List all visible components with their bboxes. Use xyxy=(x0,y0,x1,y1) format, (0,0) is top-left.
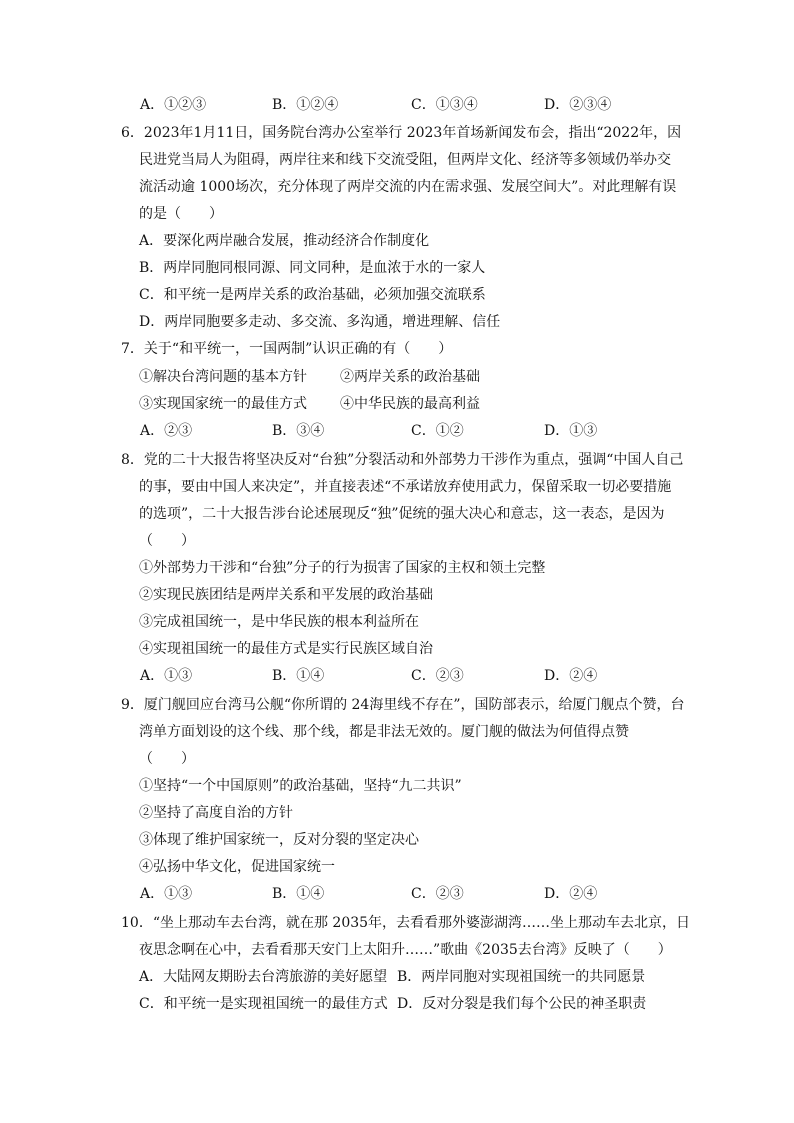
q8-option-c: C．②③ xyxy=(411,668,464,684)
q10-option-d: D．反对分裂是我们每个公民的神圣职责 xyxy=(397,996,647,1012)
q10-options-row-1 xyxy=(0,967,794,987)
q6-option-c: C．和平统一是两岸关系的政治基础，必须加强交流联系 xyxy=(139,287,486,303)
q9-options xyxy=(0,884,794,904)
q7-item-2: ②两岸关系的政治基础 xyxy=(340,369,480,385)
q6-option-d: D．两岸同胞要多走动、多交流、多沟通，增进理解、信任 xyxy=(139,314,501,330)
q10-option-a: A．大陆网友期盼去台湾旅游的美好愿望 xyxy=(139,969,388,985)
q8-stem-line-4: （ ） xyxy=(139,533,195,549)
q7-options xyxy=(0,421,794,441)
q9-stem-line-3: （ ） xyxy=(139,751,195,767)
q9-option-c: C．②③ xyxy=(411,886,464,902)
q10-option-b: B．两岸同胞对实现祖国统一的共同愿景 xyxy=(397,969,646,985)
q5-option-c: C．①③④ xyxy=(411,97,478,113)
q8-stem-line-1: 8．党的二十大报告将坚决反对“台独”分裂活动和外部势力干涉作为重点，强调“中国人自己 xyxy=(121,452,684,468)
q5-option-d: D．②③④ xyxy=(544,97,612,113)
q6-stem-line-2: 民进党当局人为阻碍，两岸往来和线下交流受阻，但两岸文化、经济等多领域仍举办交 xyxy=(139,152,671,168)
q8-item-4: ④实现祖国统一的最佳方式是实行民族区域自治 xyxy=(139,641,433,657)
q9-option-a: A．①③ xyxy=(140,886,193,902)
q9-item-3: ③体现了维护国家统一，反对分裂的坚定决心 xyxy=(139,832,419,848)
q5-option-a: A．①②③ xyxy=(140,97,207,113)
q5-option-b: B．①②④ xyxy=(272,97,339,113)
q7-option-a: A．②③ xyxy=(140,423,193,439)
q7-item-4: ④中华民族的最高利益 xyxy=(340,396,480,412)
q9-item-2: ②坚持了高度自治的方针 xyxy=(139,805,293,821)
q6-option-b: B．两岸同胞同根同源、同文同种，是血浓于水的一家人 xyxy=(139,260,486,276)
q9-item-1: ①坚持“一个中国原则”的政治基础，坚持“九二共识” xyxy=(139,778,462,794)
q9-option-b: B．①④ xyxy=(272,886,325,902)
q7-option-c: C．①② xyxy=(411,423,464,439)
q9-stem-line-2: 湾单方面划设的这个线、那个线，都是非法无效的。厦门舰的做法为何值得点赞 xyxy=(139,724,629,740)
q7-items-row-1 xyxy=(0,367,794,387)
q6-option-a: A．要深化两岸融合发展，推动经济合作制度化 xyxy=(139,233,430,249)
q10-stem-line-2: 夜思念啊在心中，去看看那天安门上太阳升……”歌曲《2035去台湾》反映了（ ） xyxy=(139,942,672,958)
q8-option-a: A．①③ xyxy=(140,668,193,684)
q8-item-3: ③完成祖国统一，是中华民族的根本利益所在 xyxy=(139,614,419,630)
q8-option-d: D．②④ xyxy=(544,668,598,684)
q7-option-b: B．③④ xyxy=(272,423,325,439)
q6-stem-line-3: 流活动逾 1000场次，充分体现了两岸交流的内在需求强、发展空间大”。对此理解有误 xyxy=(139,179,677,195)
q8-option-b: B．①④ xyxy=(272,668,325,684)
q9-item-4: ④弘扬中华文化，促进国家统一 xyxy=(139,859,335,875)
q10-options-row-2 xyxy=(0,994,794,1014)
q7-option-d: D．①③ xyxy=(544,423,598,439)
q6-stem-line-1: 6．2023年1月11日，国务院台湾办公室举行 2023年首场新闻发布会，指出“2022年，因 xyxy=(121,125,682,141)
q8-options xyxy=(0,666,794,686)
q8-item-1: ①外部势力干涉和“台独”分子的行为损害了国家的主权和领土完整 xyxy=(139,560,546,576)
q7-items-row-2 xyxy=(0,394,794,414)
q8-stem-line-2: 的事，要由中国人来决定”，并直接表述“不承诺放弃使用武力，保留采取一切必要措施 xyxy=(139,479,672,495)
q7-stem: 7．关于“和平统一，一国两制”认识正确的有（ ） xyxy=(121,341,453,357)
q6-stem-line-4: 的是（ ） xyxy=(139,206,223,222)
q7-item-3: ③实现国家统一的最佳方式 xyxy=(139,396,307,412)
q10-option-c: C．和平统一是实现祖国统一的最佳方式 xyxy=(139,996,388,1012)
q5-options xyxy=(0,95,794,115)
q7-item-1: ①解决台湾问题的基本方针 xyxy=(139,369,307,385)
q8-stem-line-3: 的选项”，二十大报告涉台论述展现反“独”促统的强大决心和意志，这一表态，是因为 xyxy=(139,506,665,522)
q9-option-d: D．②④ xyxy=(544,886,598,902)
q10-stem-line-1: 10．“坐上那动车去台湾，就在那 2035年，去看看那外婆澎湖湾……坐上那动车去北京，日 xyxy=(121,915,691,931)
q9-stem-line-1: 9．厦门舰回应台湾马公舰“你所谓的 24海里线不存在”，国防部表示，给厦门舰点个赞，台 xyxy=(121,697,685,713)
q8-item-2: ②实现民族团结是两岸关系和平发展的政治基础 xyxy=(139,587,433,603)
